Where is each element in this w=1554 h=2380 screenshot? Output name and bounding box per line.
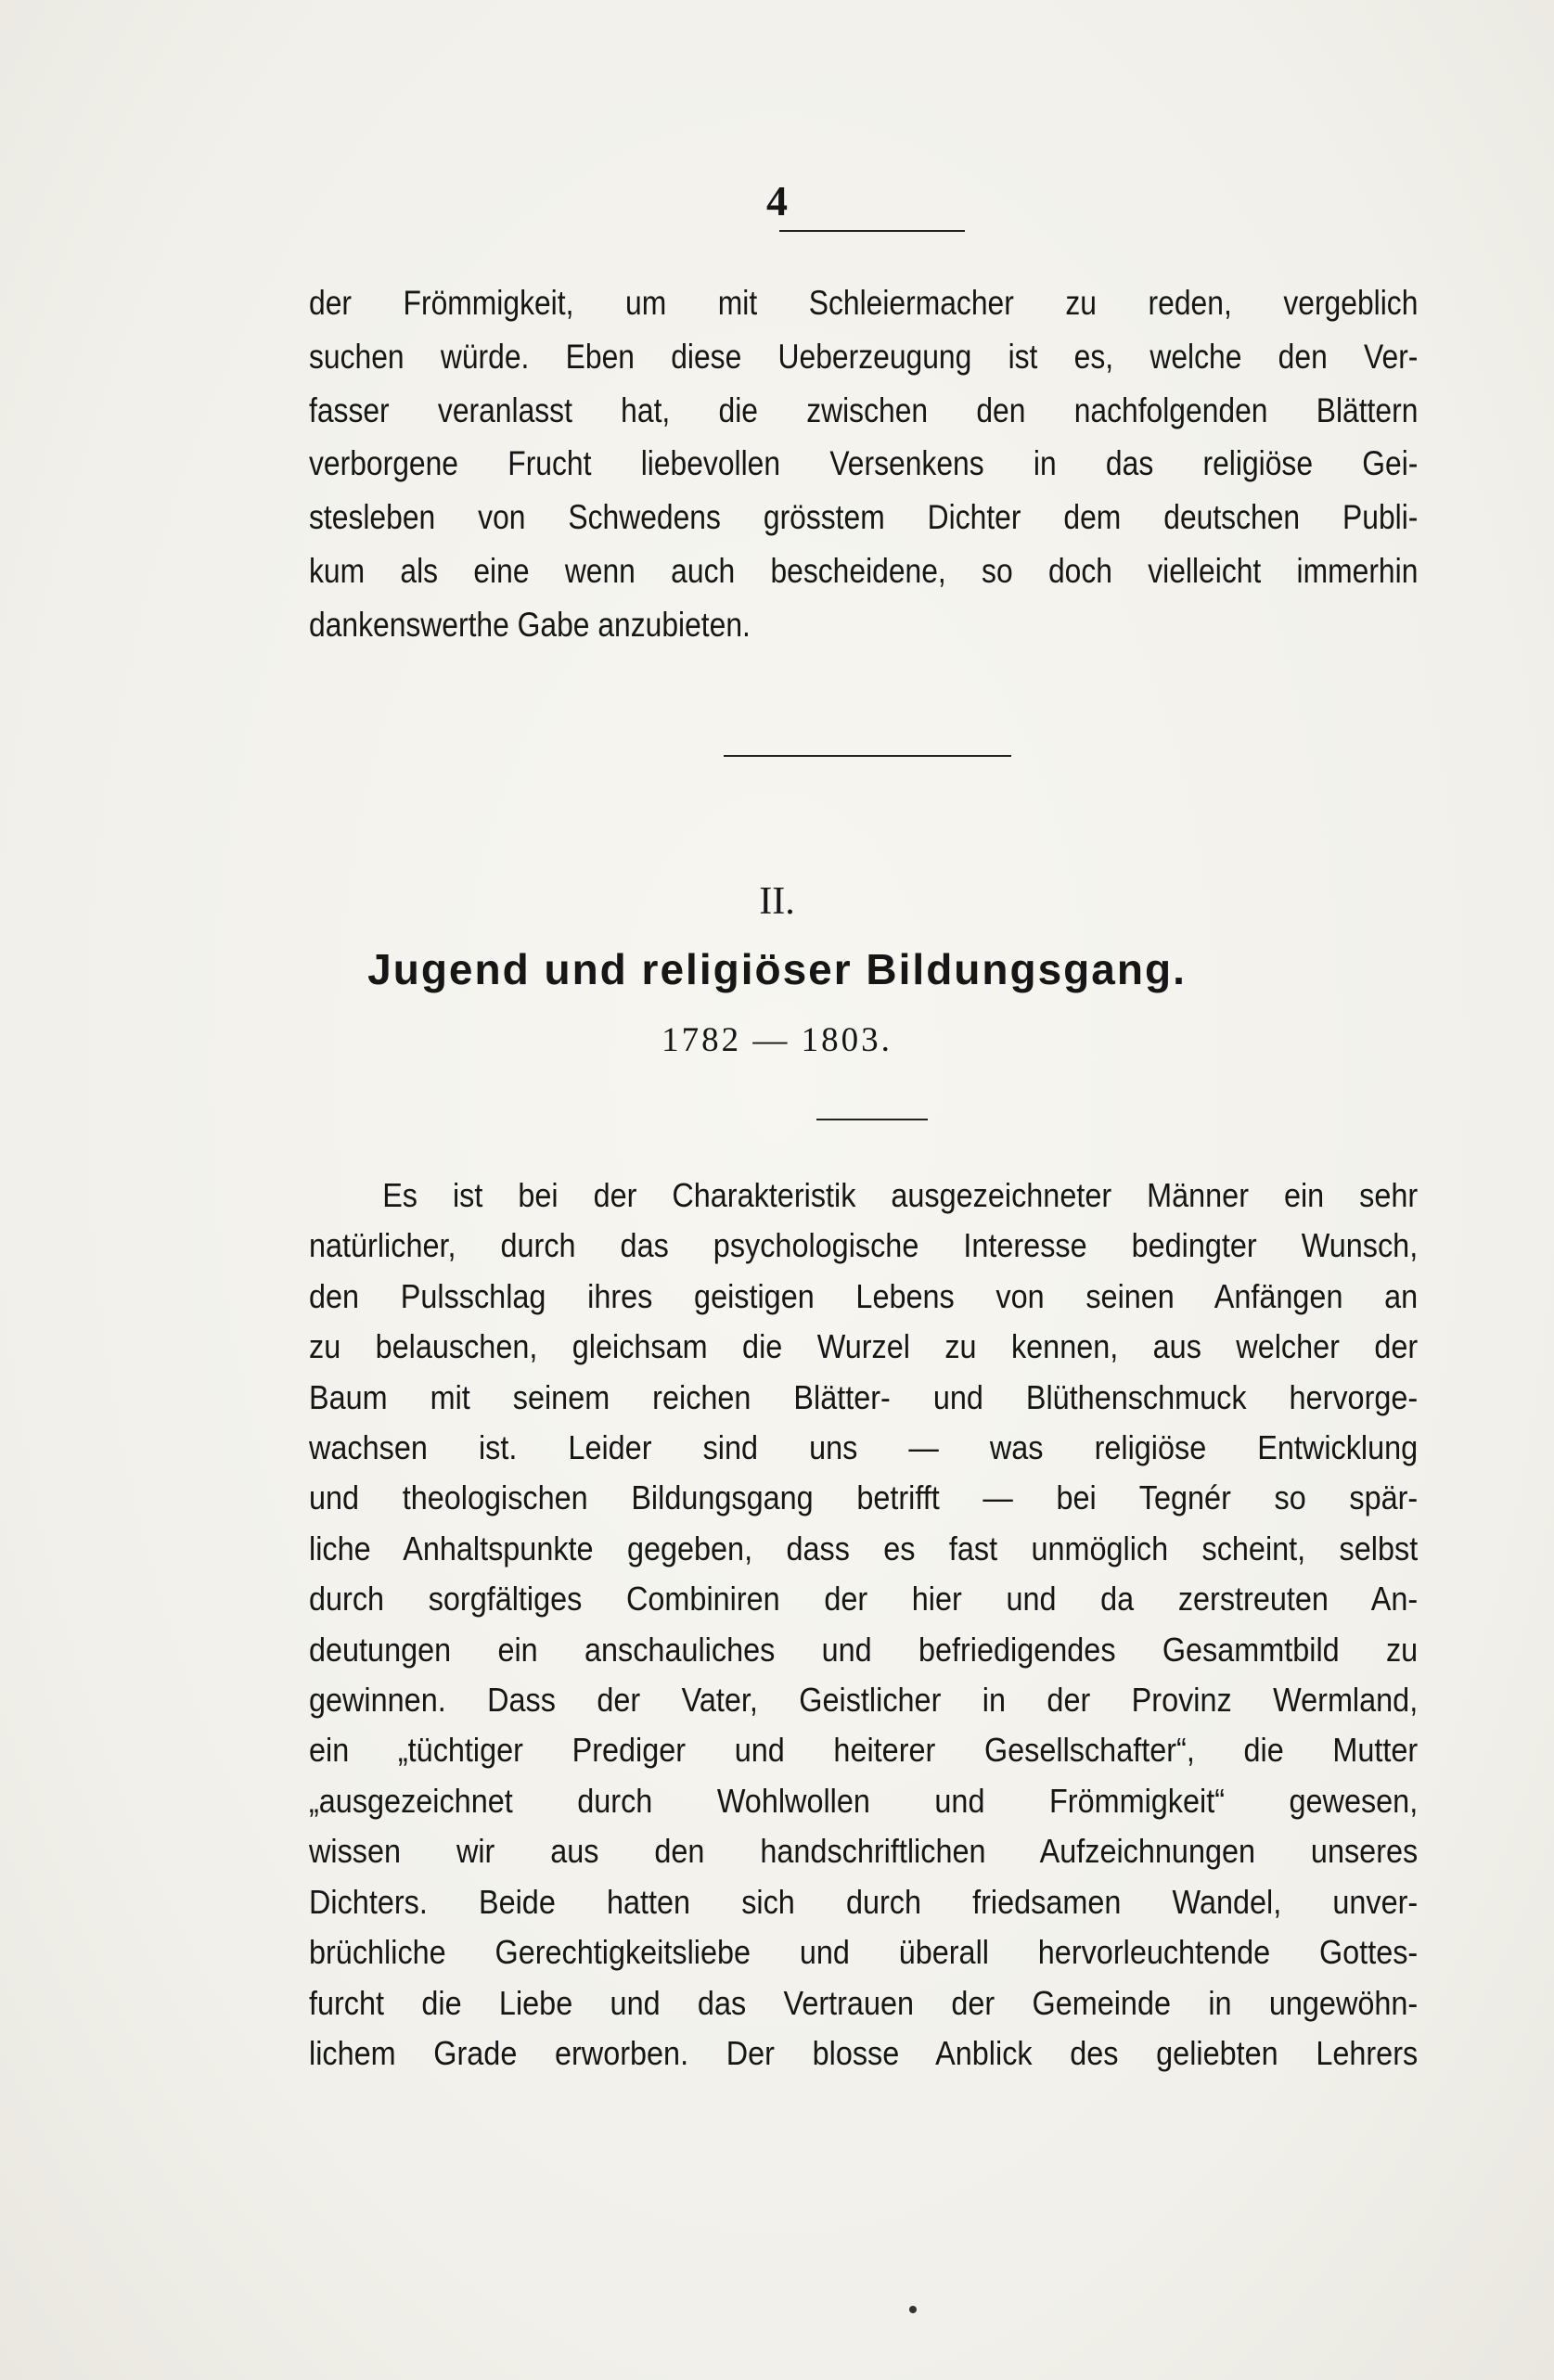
text-line: den Pulsschlag ihres geistigen Lebens von seinen Anfängen an <box>309 1276 1419 1315</box>
text-line: der Frömmigkeit, um mit Schleiermacher zu reden, vergeblich <box>309 284 1419 322</box>
section-number: II. <box>759 880 795 923</box>
text-line: zu belauschen, gleichsam die Wurzel zu kennen, aus welcher der <box>309 1327 1419 1366</box>
text-line: Es ist bei der Charakteristik ausgezeichneter Männer ein sehr <box>382 1176 1419 1214</box>
text-line: wissen wir aus den handschriftlichen Aufzeichnungen unseres <box>309 1832 1419 1871</box>
header-rule <box>779 230 965 232</box>
intro-paragraph <box>309 276 1418 652</box>
section-title-rule <box>816 1119 928 1120</box>
section-title: Jugend und religiöser Bildungsgang. <box>367 945 1187 993</box>
text-line: stesleben von Schwedens grösstem Dichter dem deutschen Publi- <box>309 498 1419 537</box>
text-line: liche Anhaltspunkte gegeben, dass es fast unmöglich scheint, selbst <box>309 1529 1419 1567</box>
text-line: furcht die Liebe und das Vertrauen der Gemeinde in ungewöhn- <box>309 1983 1419 2022</box>
ink-speck <box>909 2306 917 2313</box>
text-line: „ausgezeichnet durch Wohlwollen und Frömmigkeit“ gewesen, <box>309 1781 1419 1820</box>
text-line: verborgene Frucht liebevollen Versenkens in das religiöse Gei- <box>309 444 1419 483</box>
text-line: Dichters. Beide hatten sich durch friedsamen Wandel, unver- <box>309 1882 1419 1921</box>
text-line: durch sorgfältiges Combiniren der hier und da zerstreuten An- <box>309 1580 1419 1619</box>
section-separator-rule <box>724 755 1011 757</box>
text-line: gewinnen. Dass der Vater, Geistlicher in der Provinz Wermland, <box>309 1681 1419 1720</box>
section-date-range: 1782 — 1803. <box>661 1021 893 1059</box>
text-line: brüchliche Gerechtigkeitsliebe und überall hervorleuchtende Gottes- <box>309 1933 1419 1972</box>
text-line: wachsen ist. Leider sind uns — was religiöse Entwicklung <box>309 1428 1419 1467</box>
page-number: 4 <box>766 177 788 224</box>
text-line: kum als eine wenn auch bescheidene, so doch vielleicht immerhin <box>309 551 1419 590</box>
text-line: Baum mit seinem reichen Blätter- und Blüthenschmuck hervorge- <box>309 1377 1419 1416</box>
text-line: und theologischen Bildungsgang betrifft — bei Tegnér so spär- <box>309 1478 1419 1517</box>
text-line: lichem Grade erworben. Der blosse Anblick des geliebten Lehrers <box>309 2033 1419 2072</box>
body-paragraph <box>309 1171 1418 2079</box>
text-line: natürlicher, durch das psychologische Interesse bedingter Wunsch, <box>309 1226 1419 1265</box>
text-line: ein „tüchtiger Prediger und heiterer Gesellschafter“, die Mutter <box>309 1731 1419 1770</box>
text-line: fasser veranlasst hat, die zwischen den nachfolgenden Blättern <box>309 390 1419 429</box>
text-line: suchen würde. Eben diese Ueberzeugung ist es, welche den Ver- <box>309 337 1419 376</box>
text-line: deutungen ein anschauliches und befriedigendes Gesammtbild zu <box>309 1630 1419 1669</box>
text-line: dankenswerthe Gabe anzubieten. <box>309 605 751 644</box>
